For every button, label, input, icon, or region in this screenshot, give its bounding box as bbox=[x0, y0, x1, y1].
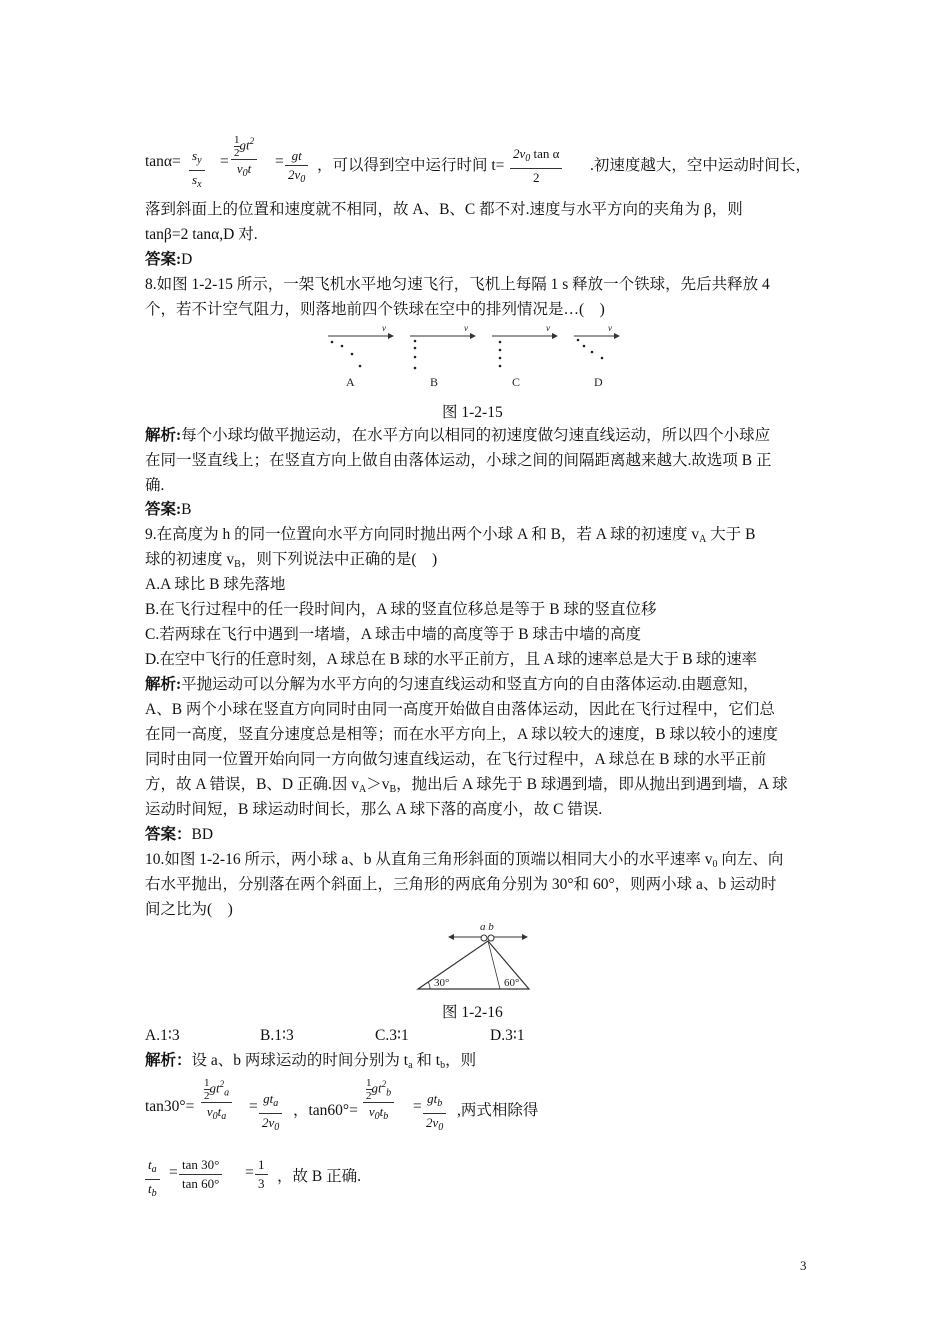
text: D.在空中飞行的任意时刻，A 球总在 B 球的水平正前方，且 A 球的速率总是大于 B 球的速率 bbox=[145, 651, 757, 668]
text: x bbox=[197, 179, 202, 190]
text: B bbox=[430, 375, 439, 389]
text: ＞v bbox=[366, 776, 390, 793]
text: 9.在高度为 h 的同一位置向水平方向同时抛出两个小球 A 和 B，若 A 球的初速度 v bbox=[145, 526, 700, 543]
text: ，则下列说法中正确的是( ) bbox=[240, 551, 438, 568]
q10-ratio-line bbox=[145, 1154, 445, 1204]
fraction-half-gt2-v0t: $\frac{1}{2}$ $gt^2$ $v_0t$ bbox=[231, 133, 257, 183]
ball bbox=[499, 357, 502, 360]
text: v bbox=[236, 160, 243, 176]
text: 1 bbox=[255, 1156, 268, 1175]
figure-1-2-15 bbox=[320, 322, 620, 392]
text: 运动时间短，B 球运动时间长，那么 A 球下落的高度小，故 C 错误. bbox=[145, 801, 603, 818]
text: B bbox=[234, 559, 241, 570]
text: gt bbox=[263, 1091, 274, 1106]
text: A.1∶3 bbox=[145, 1027, 180, 1044]
text: s bbox=[192, 148, 198, 163]
fraction-eq-b: $\frac{1}{2}$ $gt^2_b$ $v_0t_b$ bbox=[363, 1076, 394, 1126]
text: A bbox=[699, 534, 707, 545]
ball bbox=[351, 353, 354, 356]
text: b bbox=[386, 1087, 392, 1099]
text: B bbox=[389, 784, 397, 795]
q9-answer bbox=[145, 822, 810, 847]
text: 2 bbox=[219, 1079, 225, 1089]
text: 10.如图 1-2-16 所示，两小球 a、b 从直角三角形斜面的顶端以相同大小的水平速率 v bbox=[145, 851, 713, 868]
text: a bbox=[408, 1060, 413, 1071]
ball bbox=[341, 345, 344, 348]
text: 0 bbox=[438, 1122, 444, 1133]
text: b bbox=[151, 1188, 157, 1199]
text: a bbox=[224, 1087, 230, 1099]
figure-1-2-16 bbox=[412, 917, 542, 995]
text: 0 bbox=[525, 153, 531, 164]
fraction-one-third bbox=[255, 1156, 268, 1193]
text: tanβ=2 tanα,D 对. bbox=[145, 226, 258, 243]
text: 2 bbox=[234, 146, 240, 159]
text: 0 bbox=[300, 174, 306, 185]
text: t bbox=[148, 1157, 152, 1172]
text: 方，故 A 错误，B、D 正确.因 v bbox=[145, 776, 359, 793]
text: b bbox=[437, 1098, 443, 1109]
text: a b bbox=[480, 921, 494, 933]
text: gt bbox=[209, 1080, 220, 1096]
equals-sign: = bbox=[220, 153, 229, 170]
page-number: 3 bbox=[800, 1258, 807, 1273]
text: gt bbox=[285, 147, 308, 166]
fraction-gt-2v0 bbox=[285, 147, 308, 189]
text: 解析: bbox=[145, 676, 182, 693]
text: v bbox=[368, 1103, 375, 1119]
text: ,两式相除得 bbox=[457, 1102, 539, 1119]
fraction-time bbox=[510, 145, 562, 187]
text: 答案: bbox=[145, 501, 182, 518]
text: .初速度越大，空中运动时间长， bbox=[590, 157, 811, 174]
q8-analysis-line1 bbox=[145, 423, 810, 448]
text: 2 bbox=[249, 136, 255, 146]
equals-sign: = bbox=[169, 1164, 178, 1181]
fraction-sy-sx bbox=[189, 147, 205, 194]
text: 确. bbox=[145, 477, 165, 494]
q10-options bbox=[145, 1023, 810, 1048]
text: 30° bbox=[434, 977, 450, 989]
ball bbox=[414, 356, 417, 359]
text: 答案： bbox=[145, 826, 192, 843]
text: A bbox=[359, 784, 367, 795]
text: tan 60° bbox=[182, 1176, 220, 1191]
text: 在同一高度，竖直分速度总是相等；而在水平方向上，A 球以较大的速度，B 球以较小的速度 bbox=[145, 726, 778, 743]
text: s bbox=[192, 172, 198, 187]
text: ，tan60°= bbox=[293, 1102, 358, 1119]
ball bbox=[577, 339, 580, 342]
text: 2 bbox=[366, 1089, 372, 1102]
text: 设 a、b 两球运动的时间分别为 t bbox=[191, 1052, 409, 1069]
q7-answer bbox=[145, 247, 810, 272]
text: 解析: bbox=[145, 427, 182, 444]
text: 0 bbox=[212, 1110, 218, 1122]
text: 每个小球均做平抛运动，在水平方向以相同的初速度做匀速直线运动，所以四个小球应 bbox=[181, 427, 771, 444]
text: 60° bbox=[504, 977, 520, 989]
text: 0 bbox=[242, 167, 248, 179]
equals-sign: = bbox=[275, 153, 284, 170]
text: a bbox=[151, 1164, 157, 1175]
q9-analysis-line1 bbox=[145, 672, 810, 697]
text: 0 bbox=[712, 859, 718, 870]
text: 2v bbox=[262, 1115, 275, 1130]
text: ，抛出后 A 球先于 B 球遇到墙，即从抛出到遇到墙，A 球 bbox=[396, 776, 788, 793]
text: 0 bbox=[374, 1110, 380, 1122]
text: y bbox=[197, 155, 202, 166]
fraction-gta-2v0 bbox=[259, 1090, 282, 1137]
text: 0 bbox=[274, 1122, 280, 1133]
text: v bbox=[382, 323, 386, 333]
text: 间之比为( ) bbox=[145, 901, 233, 918]
text: D bbox=[594, 375, 603, 389]
text: 图 1-2-15 bbox=[442, 404, 503, 421]
text: 1 bbox=[366, 1076, 372, 1089]
text: 图 1-2-16 bbox=[442, 1004, 503, 1021]
text: B bbox=[181, 501, 192, 518]
text: b bbox=[383, 1110, 389, 1122]
text: a bbox=[273, 1098, 279, 1109]
text: ，则 bbox=[445, 1052, 477, 1069]
ball bbox=[414, 347, 417, 350]
ball bbox=[499, 349, 502, 352]
fraction-tan30-tan60 bbox=[179, 1156, 222, 1193]
ball bbox=[414, 367, 417, 370]
ball bbox=[591, 351, 594, 354]
ball bbox=[359, 365, 362, 368]
text: 2v bbox=[513, 146, 526, 161]
text: D bbox=[181, 251, 193, 268]
text: 向左、向 bbox=[717, 851, 784, 868]
text: tan α bbox=[533, 146, 560, 161]
text: C.3∶1 bbox=[375, 1027, 409, 1044]
ball-b bbox=[488, 935, 494, 941]
arrow-head bbox=[448, 934, 454, 940]
text: v bbox=[206, 1103, 213, 1119]
fraction-ta-tb bbox=[145, 1156, 160, 1203]
text: v bbox=[546, 323, 550, 333]
ball bbox=[414, 340, 417, 343]
text: BD bbox=[191, 826, 214, 843]
text: A、B 两个小球在竖直方向同时由同一高度开始做自由落体运动，因此在飞行过程中，它们总 bbox=[145, 701, 775, 718]
arrow-head bbox=[522, 934, 528, 940]
text: gt bbox=[427, 1091, 438, 1106]
text: 同时由同一位置开始向同一方向做匀速直线运动，在飞行过程中，A 球总在 B 球的水平正前 bbox=[145, 751, 767, 768]
arrow-head bbox=[552, 333, 558, 339]
q10-equation-line bbox=[145, 1076, 565, 1146]
text: 3 bbox=[258, 1176, 265, 1191]
ball bbox=[601, 357, 604, 360]
text: 解析： bbox=[145, 1052, 192, 1069]
text: A.A 球比 B 球先落地 bbox=[145, 576, 286, 593]
ball bbox=[499, 341, 502, 344]
text: 答案: bbox=[145, 251, 182, 268]
text: v bbox=[608, 323, 612, 333]
text: tan 30° bbox=[179, 1156, 222, 1175]
ball-a bbox=[481, 935, 487, 941]
text: B.在飞行过程中的任一段时间内，A 球的竖直位移总是等于 B 球的竖直位移 bbox=[145, 601, 657, 618]
text: D.3∶1 bbox=[490, 1027, 525, 1044]
text: t bbox=[148, 1181, 152, 1196]
text: 大于 B bbox=[706, 526, 756, 543]
angle-arc bbox=[428, 982, 430, 989]
arrow-head bbox=[388, 333, 394, 339]
ball bbox=[583, 345, 586, 348]
arrow-head bbox=[470, 333, 476, 339]
text: 平抛运动可以分解为水平方向的匀速直线运动和竖直方向的自由落体运动.由题意知， bbox=[181, 676, 759, 693]
text: a bbox=[221, 1110, 227, 1122]
text: C bbox=[512, 375, 521, 389]
arrow-head bbox=[614, 333, 620, 339]
text: ，故 B 正确. bbox=[277, 1168, 361, 1185]
text: 2v bbox=[288, 167, 301, 182]
text: tan30°= bbox=[145, 1098, 195, 1115]
fraction-gtb-2v0 bbox=[423, 1090, 446, 1137]
text: 2v bbox=[426, 1115, 439, 1130]
text: C.若两球在飞行中遇到一堵墙，A 球击中墙的高度等于 B 球击中墙的高度 bbox=[145, 626, 642, 643]
text: 个，若不计空气阻力，则落地前四个铁球在空中的排列情况是…( ) bbox=[145, 301, 605, 318]
equals-sign: = bbox=[413, 1098, 422, 1115]
fraction-eq-a: $\frac{1}{2}$ $gt^2_a$ $v_0t_a$ bbox=[201, 1076, 232, 1126]
equals-sign: = bbox=[245, 1164, 254, 1181]
text: tanα= bbox=[145, 153, 181, 170]
equals-sign: = bbox=[249, 1098, 258, 1115]
text: 1 bbox=[204, 1076, 210, 1089]
text: 2 bbox=[204, 1089, 210, 1102]
text: 1 bbox=[234, 133, 240, 146]
text: 右水平抛出，分别落在两个斜面上，三角形的两底角分别为 30°和 60°，则两小球 a、b 运动时 bbox=[145, 876, 777, 893]
text: B.1∶3 bbox=[260, 1027, 294, 1044]
q10-analysis-line1 bbox=[145, 1048, 810, 1078]
text: 落到斜面上的位置和速度就不相同，故 A、B、C 都不对.速度与水平方向的夹角为 β，则 bbox=[145, 201, 743, 218]
ball bbox=[331, 341, 334, 344]
text: 2 bbox=[381, 1079, 387, 1089]
text: gt bbox=[371, 1080, 382, 1096]
text: v bbox=[464, 323, 468, 333]
text: 8.如图 1-2-15 所示，一架飞机水平地匀速飞行，飞机上每隔 1 s 释放一个铁球，先后共释放 4 bbox=[145, 276, 770, 293]
text: 2 bbox=[532, 170, 540, 185]
text: gt bbox=[239, 137, 250, 153]
text: A bbox=[346, 375, 355, 389]
text: 球的初速度 v bbox=[145, 551, 235, 568]
ball bbox=[499, 365, 502, 368]
q8-answer bbox=[145, 497, 810, 522]
text: 和 t bbox=[412, 1052, 441, 1069]
text: b bbox=[440, 1060, 446, 1071]
text: ，可以得到空中运行时间 t= bbox=[317, 157, 505, 174]
text: 在同一竖直线上；在竖直方向上做自由落体运动，小球之间的间隔距离越来越大.故选项 B 正 bbox=[145, 452, 772, 469]
